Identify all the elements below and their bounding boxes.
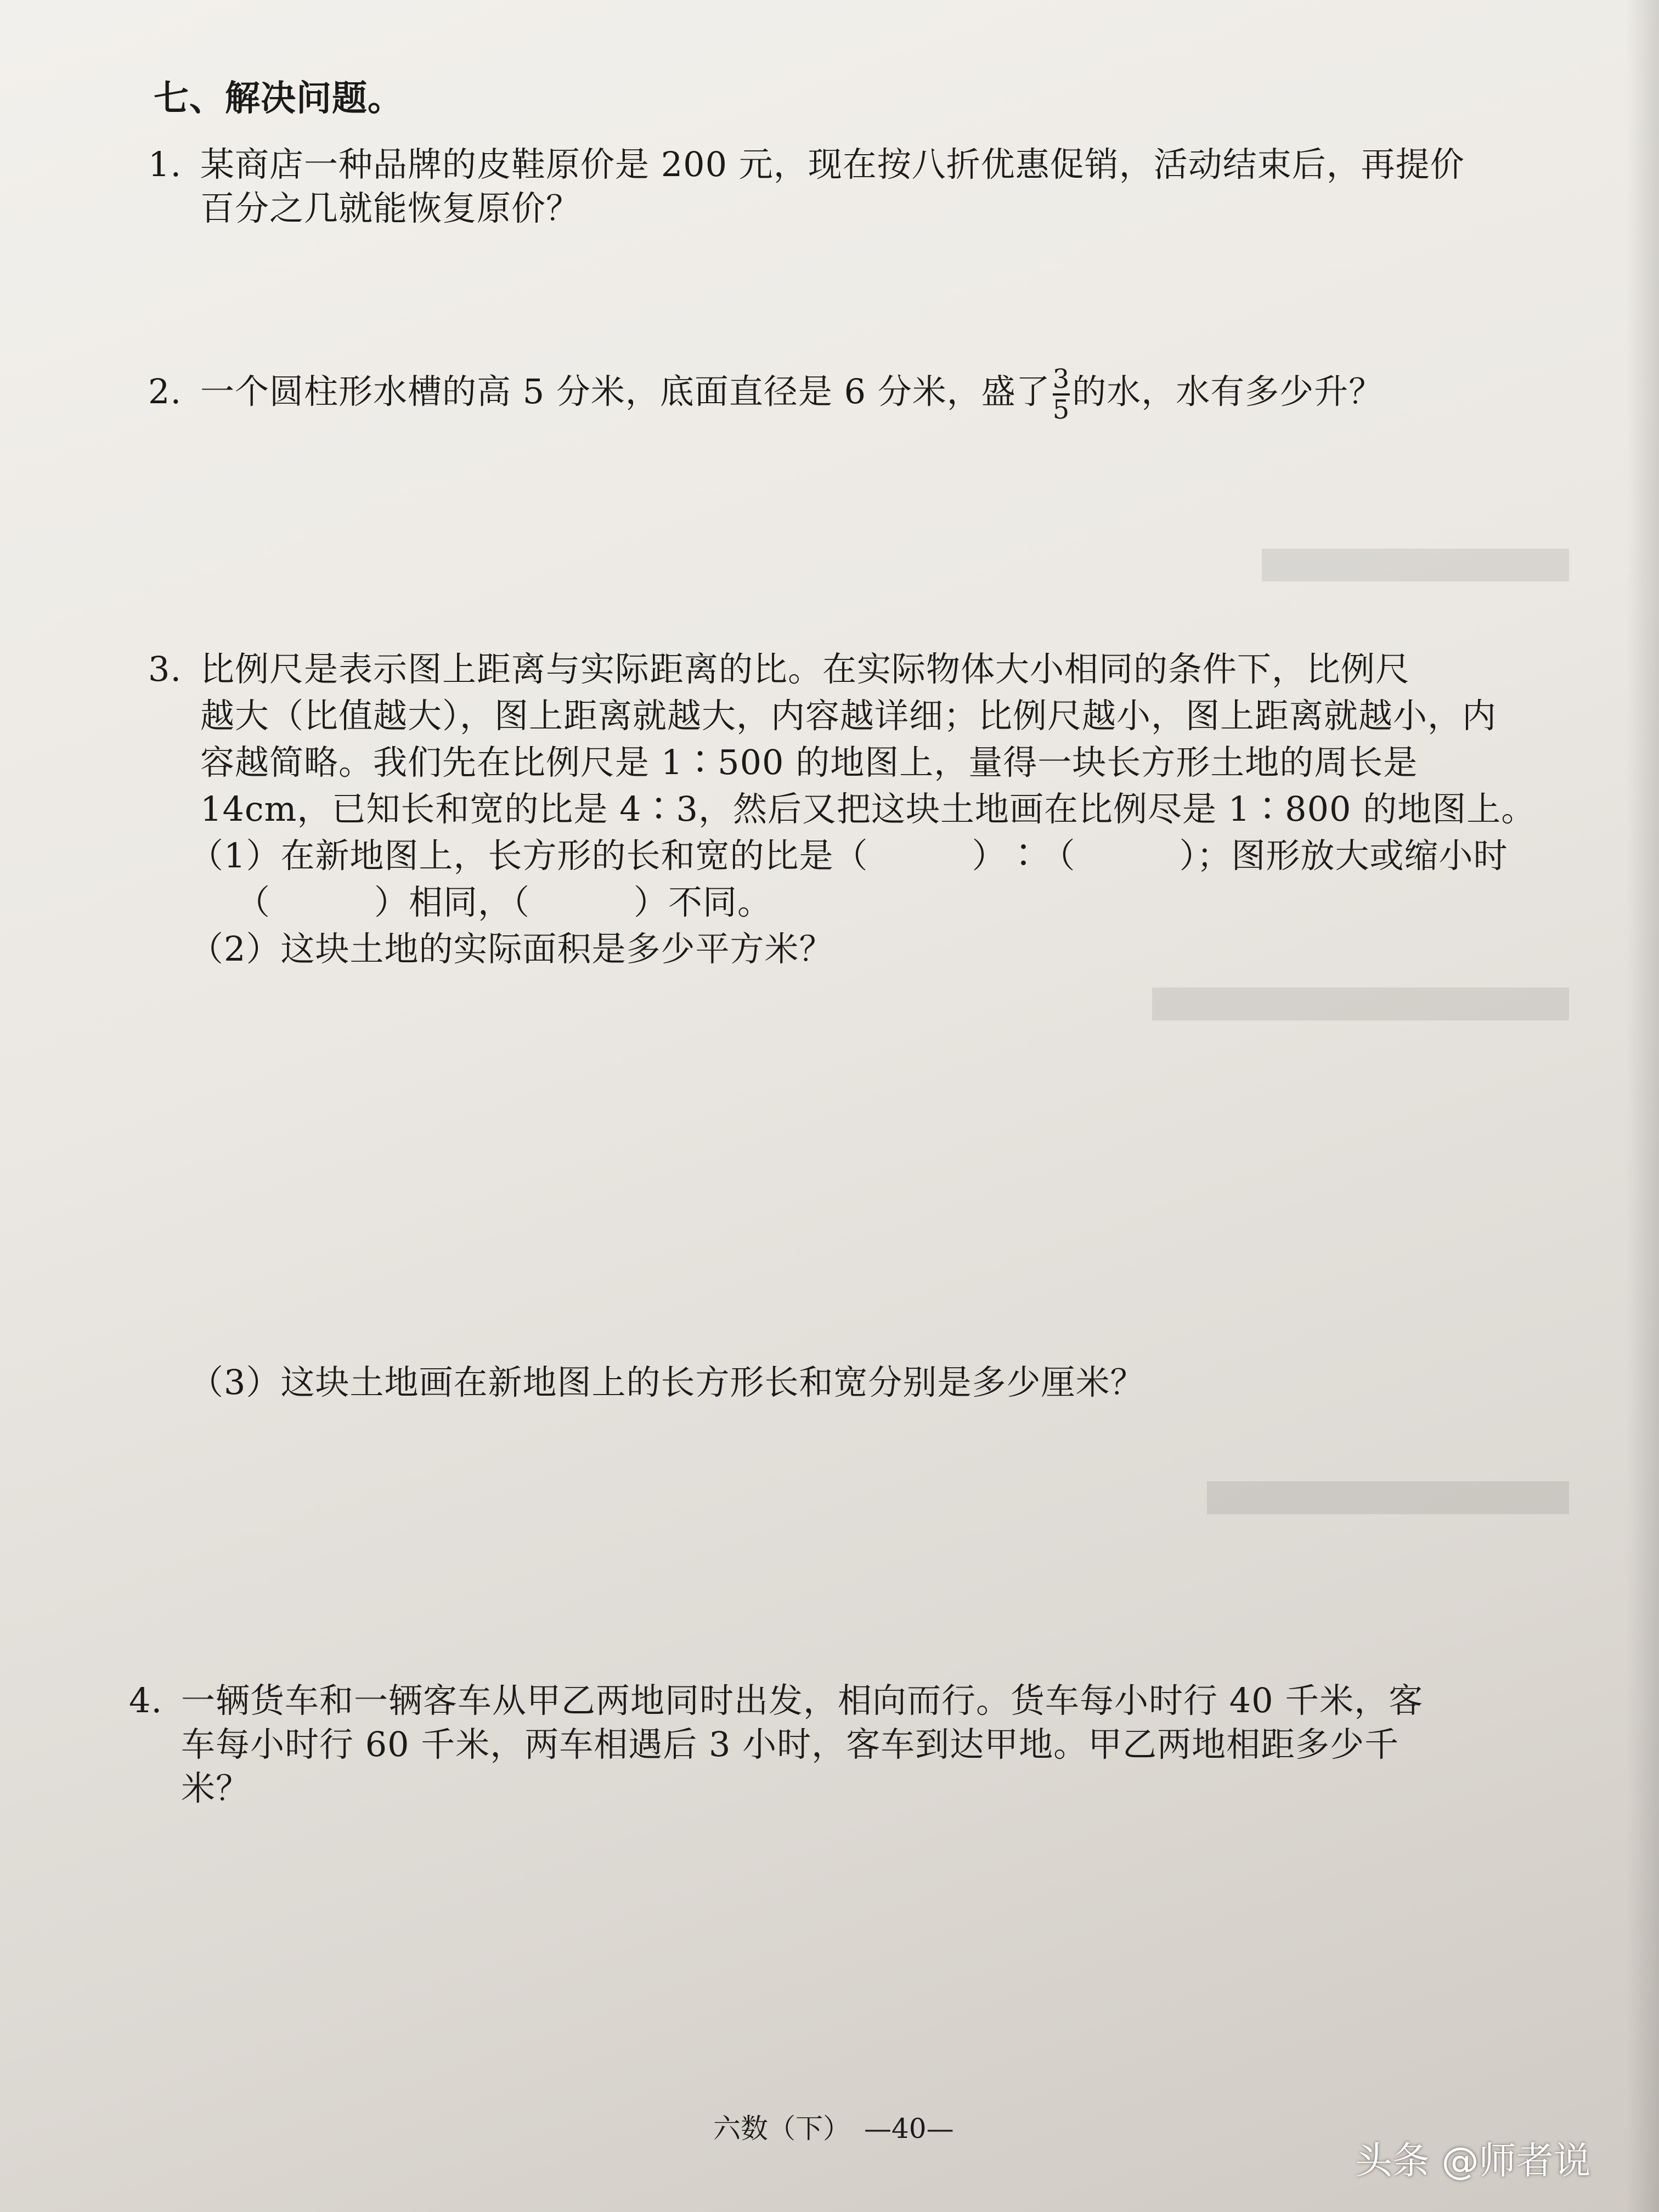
problem-3-number: 3.: [148, 649, 182, 689]
problem-3-text-1: 比例尺是表示图上距离与实际距离的比。在实际物体大小相同的条件下，比例尺: [200, 649, 1410, 689]
problem-3-sub1-line-2: （ ）相同，（ ）不同。: [236, 882, 772, 922]
bleed-through-mark: [1207, 1481, 1569, 1514]
problem-1-line-2: 百分之几就能恢复原价？: [200, 188, 581, 228]
page-shadow: [1626, 0, 1659, 2212]
problem-4-line-3: 米？: [181, 1768, 251, 1808]
problem-1-number: 1.: [148, 144, 182, 184]
page-footer: 六数（下） —40—: [713, 2113, 954, 2145]
problem-3-line-4: 14cm，已知长和宽的比是 4∶3，然后又把这块土地画在比例尽是 1∶800 的地图上。: [200, 789, 1536, 829]
fraction-numerator: 3: [1052, 364, 1070, 394]
bleed-through-mark: [1152, 988, 1569, 1020]
bleed-through-mark: [1262, 549, 1569, 582]
problem-3-line-2: 越大（比值越大），图上距离就越大，内容越详细；比例尺越小，图上距离就越小，内: [200, 696, 1497, 736]
problem-4-number: 4.: [129, 1680, 163, 1720]
problem-3-sub2: （2）这块土地的实际面积是多少平方米？: [189, 929, 834, 969]
problem-2-text-before: 一个圆柱形水槽的高 5 分米，底面直径是 6 分米，盛了: [200, 371, 1051, 412]
watermark: 头条 @师者说: [1355, 2140, 1591, 2183]
section-title: 七、解决问题。: [154, 78, 403, 119]
problem-4-text-1: 一辆货车和一辆客车从甲乙两地同时出发，相向而行。货车每小时行 40 千米，客: [181, 1680, 1424, 1720]
problem-4-line-1: [129, 1679, 1423, 1723]
problem-3-line-1: [148, 647, 1410, 691]
problem-2-text-after: 的水，水有多少升？: [1072, 371, 1384, 412]
fraction-denominator: 5: [1052, 394, 1070, 425]
problem-2-line: [148, 365, 1383, 424]
problem-3-sub3: （3）这块土地画在新地图上的长方形长和宽分别是多少厘米？: [189, 1362, 1145, 1402]
problem-4-line-2: 车每小时行 60 千米，两车相遇后 3 小时，客车到达甲地。甲乙两地相距多少千: [181, 1724, 1400, 1764]
problem-2-number: 2.: [148, 371, 182, 412]
problem-1-line-1: [148, 143, 1465, 187]
fraction-three-fifths: [1053, 365, 1070, 424]
problem-3-line-3: 容越简略。我们先在比例尺是 1∶500 的地图上，量得一块长方形土地的周长是: [200, 742, 1418, 782]
problem-1-text-1: 某商店一种品牌的皮鞋原价是 200 元，现在按八折优惠促销，活动结束后，再提价: [200, 144, 1465, 184]
problem-3-sub1-line-1: （1）在新地图上，长方形的长和宽的比是（ ）∶（ ）；图形放大或缩小时: [189, 836, 1508, 876]
